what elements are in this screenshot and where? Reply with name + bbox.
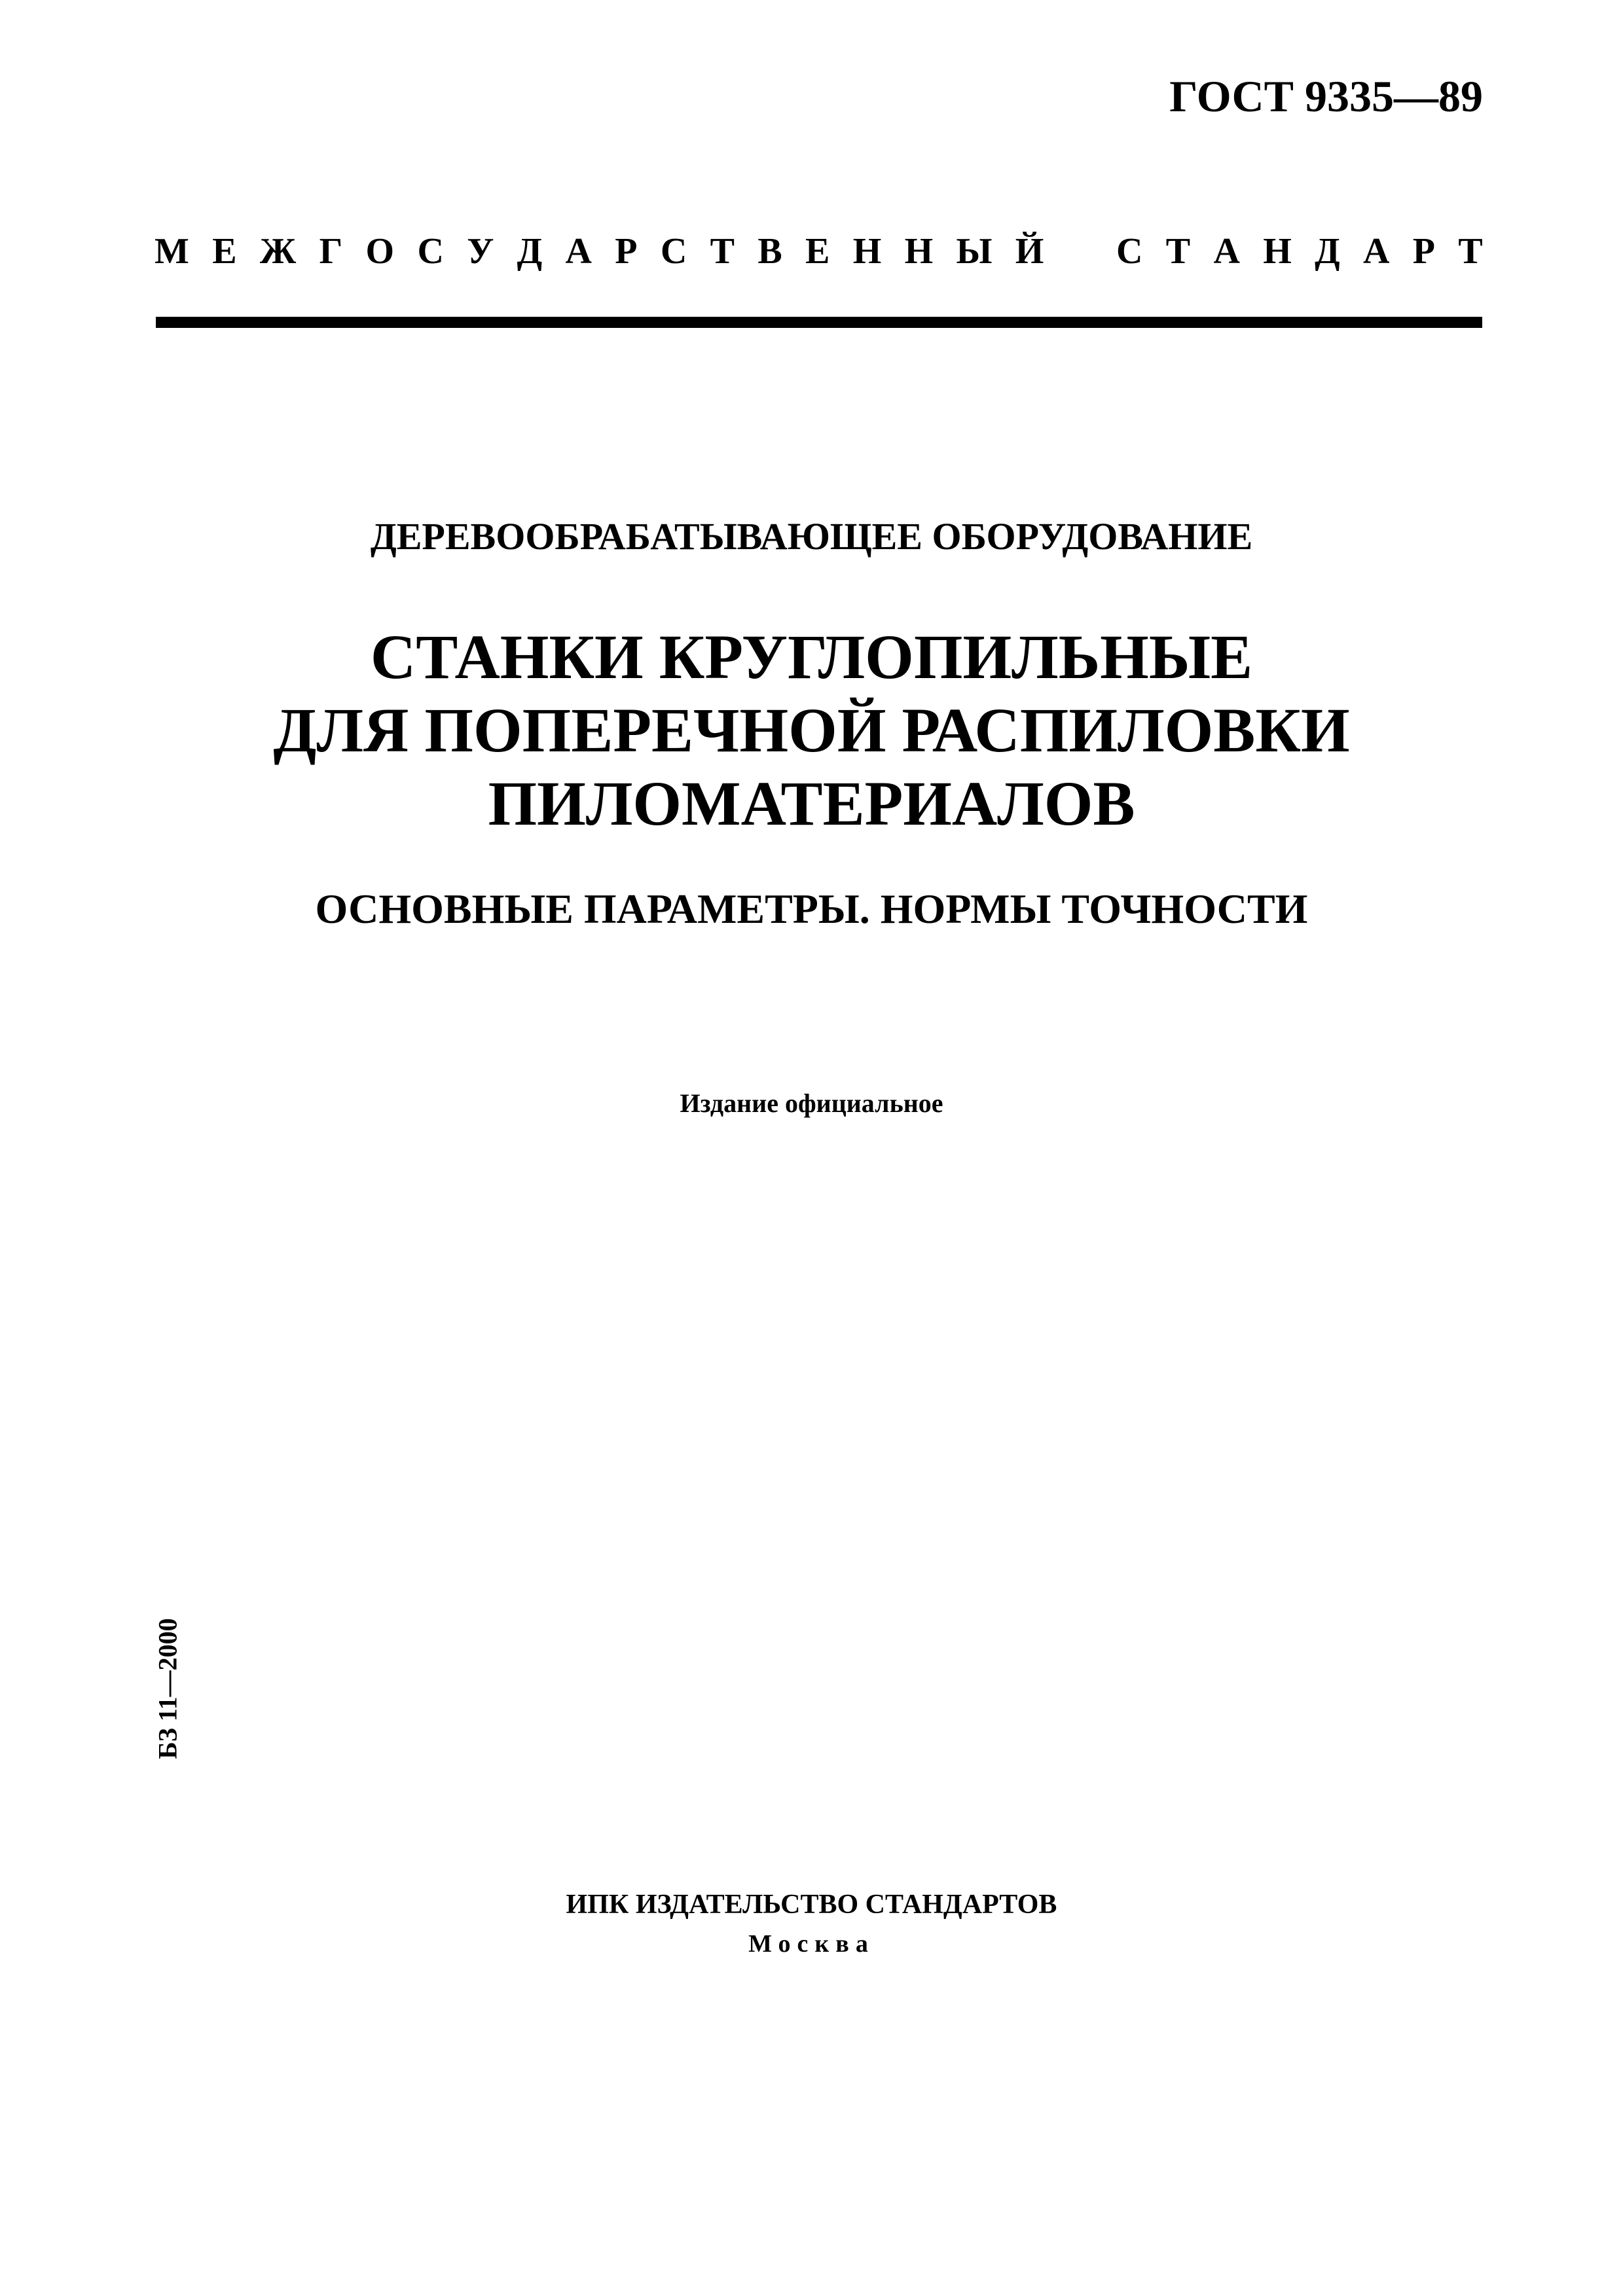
category-heading: ДЕРЕВООБРАБАТЫВАЮЩЕЕ ОБОРУДОВАНИЕ [370,515,1253,558]
heading-letter: С [1116,231,1143,272]
interstate-standard-heading [155,230,1483,272]
title-line: СТАНКИ КРУГЛОПИЛЬНЫЕ [370,622,1253,692]
heading-letter: У [467,231,494,272]
heading-letter: Й [1015,231,1044,272]
title-line: ПИЛОМАТЕРИАЛОВ [488,768,1135,838]
heading-letter: Е [805,231,830,272]
heading-divider [156,317,1482,328]
heading-letter: А [1213,231,1240,272]
title-line: ДЛЯ ПОПЕРЕЧНОЙ РАСПИЛОВКИ [273,695,1350,765]
heading-letter: М [155,231,189,272]
heading-letter: Ж [259,231,297,272]
document-subtitle: ОСНОВНЫЕ ПАРАМЕТРЫ. НОРМЫ ТОЧНОСТИ [315,886,1308,932]
document-title [0,620,1623,840]
heading-letter: Г [319,231,343,272]
side-code: БЗ 11—2000 [153,1618,183,1759]
publisher-city: Москва [748,1930,875,1958]
heading-letter: В [757,231,782,272]
heading-letter: Т [1458,231,1483,272]
heading-letter: О [365,231,395,272]
heading-letter: Д [517,231,543,272]
heading-letter: Н [904,231,934,272]
word-gap [1067,230,1093,272]
heading-letter: А [565,231,592,272]
edition-note: Издание официальное [680,1088,943,1118]
heading-letter: А [1363,231,1390,272]
publisher-name: ИПК ИЗДАТЕЛЬСТВО СТАНДАРТОВ [566,1890,1057,1920]
heading-letter: Р [615,231,638,272]
heading-letter: Ы [956,231,993,272]
heading-letter: Е [212,231,237,272]
heading-letter: С [660,231,687,272]
heading-letter: Т [710,231,735,272]
heading-letter: Д [1315,231,1340,272]
heading-letter: Н [1263,231,1292,272]
heading-letter: Р [1412,231,1436,272]
heading-letter: Т [1165,231,1191,272]
heading-letter: Н [852,231,882,272]
document-number: ГОСТ 9335—89 [1169,71,1483,121]
heading-letter: С [417,231,444,272]
